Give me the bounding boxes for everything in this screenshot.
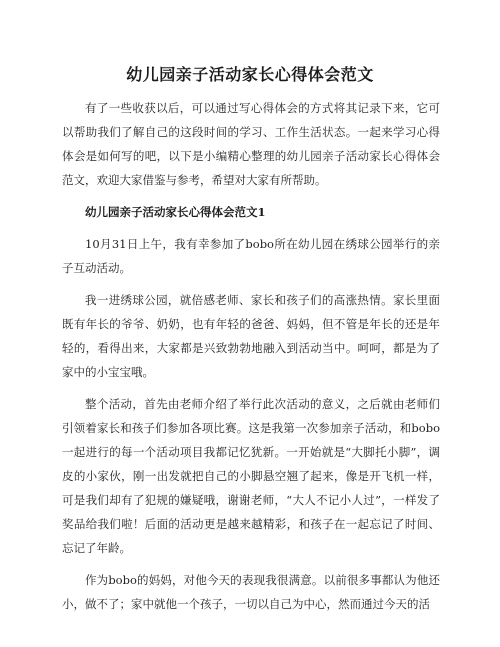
section-heading: 幼儿园亲子活动家长心得体会范文1 bbox=[85, 205, 266, 219]
body-paragraph-2: 我一进绣球公园，就倍感老师、家长和孩子们的高涨热情。家长里面既有年长的爷爷、奶奶，也有年轻的爸爸、妈妈，但不管是年长的还是年轻的，看得出来，大家都是兴致勃勃地融入到活动当中。呵呵，都是为了家中的小宝宝哦。 bbox=[62, 293, 440, 379]
document-title: 幼儿园亲子活动家长心得体会范文 bbox=[126, 65, 374, 84]
intro-paragraph: 有了一些收获以后，可以通过写心得体会的方式将其记录下来，它可以帮助我们了解自己的这段时间的学习、工作生活状态。一起来学习心得体会是如何写的吧，以下是小编精心整理的幼儿园亲子活动家长心得体会范文，欢迎大家借鉴与参考，希望对大家有所帮助。 bbox=[62, 101, 440, 187]
body-paragraph-4: 作为bobo的妈妈，对他今天的表现我很满意。以前很多事都认为他还小，做不了；家中就他一个孩子，一切以自己为中心，然而通过今天的活 bbox=[62, 573, 440, 611]
body-paragraph-3: 整个活动，首先由老师介绍了举行此次活动的意义，之后就由老师们引领着家长和孩子们参加各项比赛。这是我第一次参加亲子活动，和bobo一起进行的每一个活动项目我都记忆犹新。一开始就是“大脚托小脚”，调皮的小家伙，刚一出发就把自己的小脚悬空翘了起来，像是开飞机一样，可是我们却有了犯规的嫌疑哦，谢谢老师，“大人不记小人过”，一样发了奖品给我们啦！后面的活动更是越来越精彩，和孩子在一起忘记了时间、忘记了年龄。 bbox=[62, 397, 440, 555]
body-paragraph-1: 10月31日上午，我有幸参加了bobo所在幼儿园在绣球公园举行的亲子互动活动。 bbox=[62, 237, 440, 275]
document-body bbox=[62, 96, 440, 624]
